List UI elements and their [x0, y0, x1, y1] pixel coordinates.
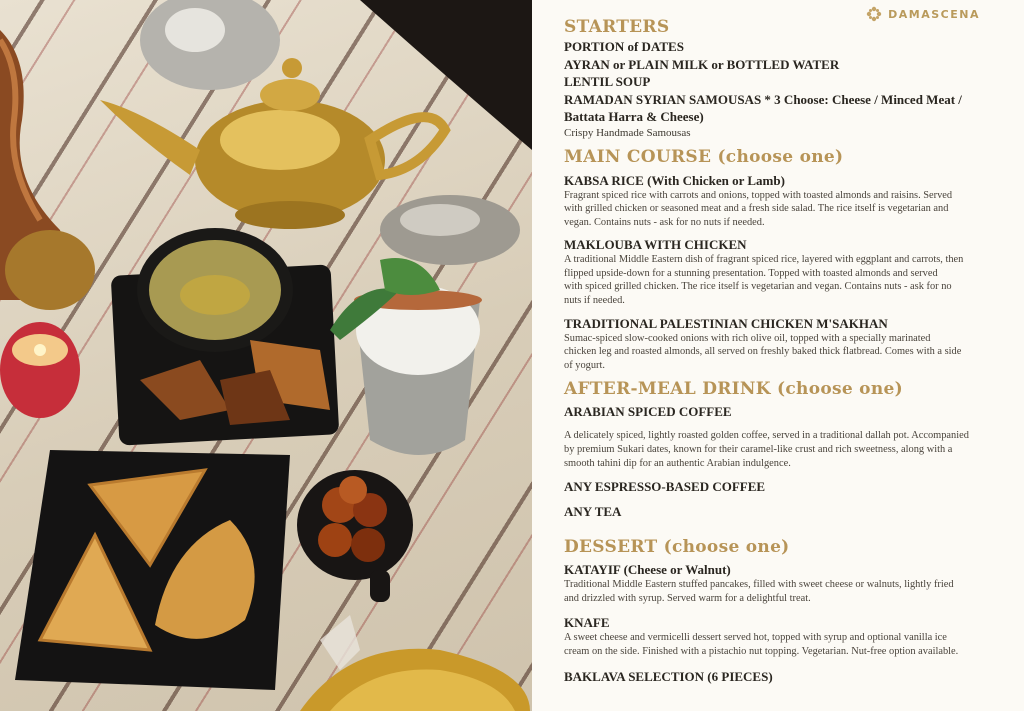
- menu-item-maklouba: [564, 237, 994, 307]
- starter-line: LENTIL SOUP: [564, 74, 651, 89]
- item-name: MAKLOUBA WITH CHICKEN: [564, 237, 747, 253]
- item-desc: A sweet cheese and vermicelli dessert served hot, topped with syrup and optional vanilla ice: [564, 632, 947, 644]
- item-name: TRADITIONAL PALESTINIAN CHICKEN M'SAKHAN: [564, 315, 888, 331]
- section-title-main-course: MAIN COURSE (choose one): [564, 146, 844, 167]
- starter-note: Crispy Handmade Samousas: [564, 126, 691, 139]
- item-name: KABSA RICE (With Chicken or Lamb): [564, 172, 785, 188]
- item-desc: by premium Sukari dates, known for their caramel-like crust and rich sweetness, along with a: [564, 444, 953, 456]
- menu-item-espresso: [564, 479, 994, 495]
- menu-item-tea: [564, 504, 994, 520]
- item-name: BAKLAVA SELECTION (6 PIECES): [564, 668, 773, 684]
- starter-line: Battata Harra & Cheese): [564, 109, 704, 124]
- item-desc: flipped upside-down for a stunning presentation. Topped with toasted almonds and served: [564, 267, 938, 279]
- menu-item-kabsa: [564, 173, 994, 230]
- item-desc: with grilled chicken or seasoned meat and a fresh side salad. The rice itself is vegetarian and: [564, 203, 949, 215]
- item-name: ANY ESPRESSO-BASED COFFEE: [564, 479, 766, 495]
- menu-item-knafe: [564, 615, 994, 658]
- item-desc: of yogurt.: [564, 359, 605, 371]
- menu-item-baklava: [564, 669, 994, 685]
- item-desc: cream on the side. Finished with a pistachio nut topping. Vegetarian. Nut-free option available.: [564, 646, 959, 657]
- item-desc: chicken leg and roasted almonds, all served on freshly baked thick flatbread. Comes with a side: [564, 346, 962, 358]
- item-name: KATAYIF (Cheese or Walnut): [564, 562, 731, 578]
- menu-item-arabian-coffee: [564, 404, 994, 470]
- dessert-section: [564, 536, 994, 684]
- section-title-starters: STARTERS: [564, 17, 670, 37]
- item-desc: smooth tahini dip for an authentic Arabian indulgence.: [564, 457, 791, 469]
- item-name: KNAFE: [564, 615, 610, 631]
- brand-name: DAMASCENA: [888, 7, 980, 21]
- item-desc: with spiced grilled chicken. The rice itself is vegetarian and vegan. Contains nuts - ask for no: [564, 281, 952, 293]
- starter-line: AYRAN or PLAIN MILK or BOTTLED WATER: [564, 56, 840, 72]
- drink-section: [564, 378, 994, 520]
- item-desc: vegan. Contains nuts - ask for no nuts if needed.: [564, 216, 765, 228]
- item-name: ARABIAN SPICED COFFEE: [564, 404, 732, 420]
- section-title-drink: AFTER-MEAL DRINK (choose one): [564, 379, 903, 400]
- menu-panel: [532, 0, 1024, 711]
- menu-item-katayif: [564, 562, 994, 605]
- item-desc: A traditional Middle Eastern dish of fragrant spiced rice, layered with eggplant and carrots, then: [564, 254, 964, 266]
- item-desc: Traditional Middle Eastern stuffed pancakes, filled with sweet cheese or walnuts, lightly fried: [564, 579, 954, 591]
- item-desc: Sumac-spiced slow-cooked onions with rich olive oil, topped with a specially marinated: [564, 332, 931, 344]
- item-desc: Fragrant spiced rice with carrots and onions, topped with toasted almonds and raisins. Served: [564, 189, 953, 201]
- item-desc: and drizzled with syrup. Served warm for a delightful treat.: [564, 592, 811, 604]
- item-desc: A delicately spiced, lightly roasted golden coffee, served in a traditional dallah pot. Accompanied: [564, 430, 969, 442]
- starter-line: RAMADAN SYRIAN SAMOUSAS * 3 Choose: Cheese / Minced Meat /: [564, 91, 962, 107]
- menu-item-msakhan: [564, 316, 994, 373]
- main-course-section: [564, 146, 994, 373]
- item-desc: nuts if needed.: [564, 295, 625, 307]
- item-name: ANY TEA: [564, 504, 622, 520]
- section-title-dessert: DESSERT (choose one): [564, 537, 790, 558]
- starters-section: [564, 16, 994, 140]
- starter-line: PORTION of DATES: [564, 39, 684, 54]
